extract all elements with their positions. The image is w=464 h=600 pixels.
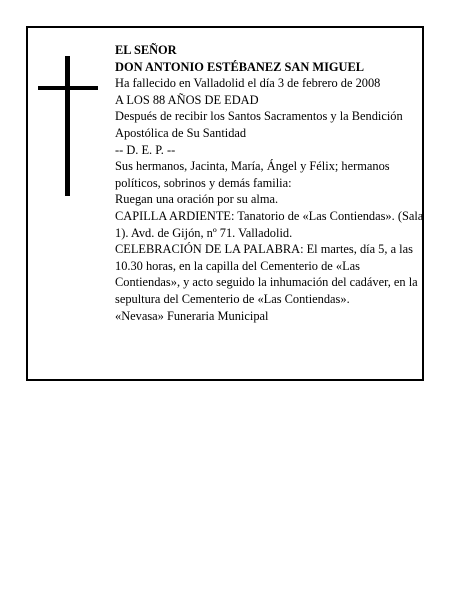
prayer-line: Ruegan una oración por su alma. (115, 192, 279, 207)
rip-line: -- D. E. P. -- (115, 142, 176, 157)
notice-title: EL SEÑOR (115, 43, 177, 57)
notice-text (115, 42, 427, 324)
chapel-line: CAPILLA ARDIENTE: Tanatorio de «Las Contiendas». (Sala 1). Avd. de Gijón, nº 71. Valladolid. (115, 208, 424, 240)
deceased-name: DON ANTONIO ESTÉBANEZ SAN MIGUEL (115, 59, 365, 74)
family-line: Sus hermanos, Jacinta, María, Ángel y Félix; hermanos políticos, sobrinos y demás familia: (115, 159, 390, 190)
funeral-home-line: «Nevasa» Funeraria Municipal (115, 308, 269, 323)
cross-horizontal-bar (38, 86, 98, 90)
age-line: A LOS 88 AÑOS DE EDAD (115, 92, 259, 107)
obituary-notice (26, 26, 424, 381)
death-line: Ha fallecido en Valladolid el día 3 de febrero de 2008 (115, 76, 381, 91)
sacraments-line: Después de recibir los Santos Sacramentos y la Bendición Apostólica de Su Santidad (115, 109, 403, 140)
ceremony-line: CELEBRACIÓN DE LA PALABRA: El martes, día 5, a las 10.30 horas, en la capilla del Cementerio de «Las Contiendas», y acto seguido la inhumación del cadáver, en la sepultura del Cementerio de «Las Contiendas». (115, 242, 418, 306)
cross-vertical-bar (65, 56, 70, 196)
